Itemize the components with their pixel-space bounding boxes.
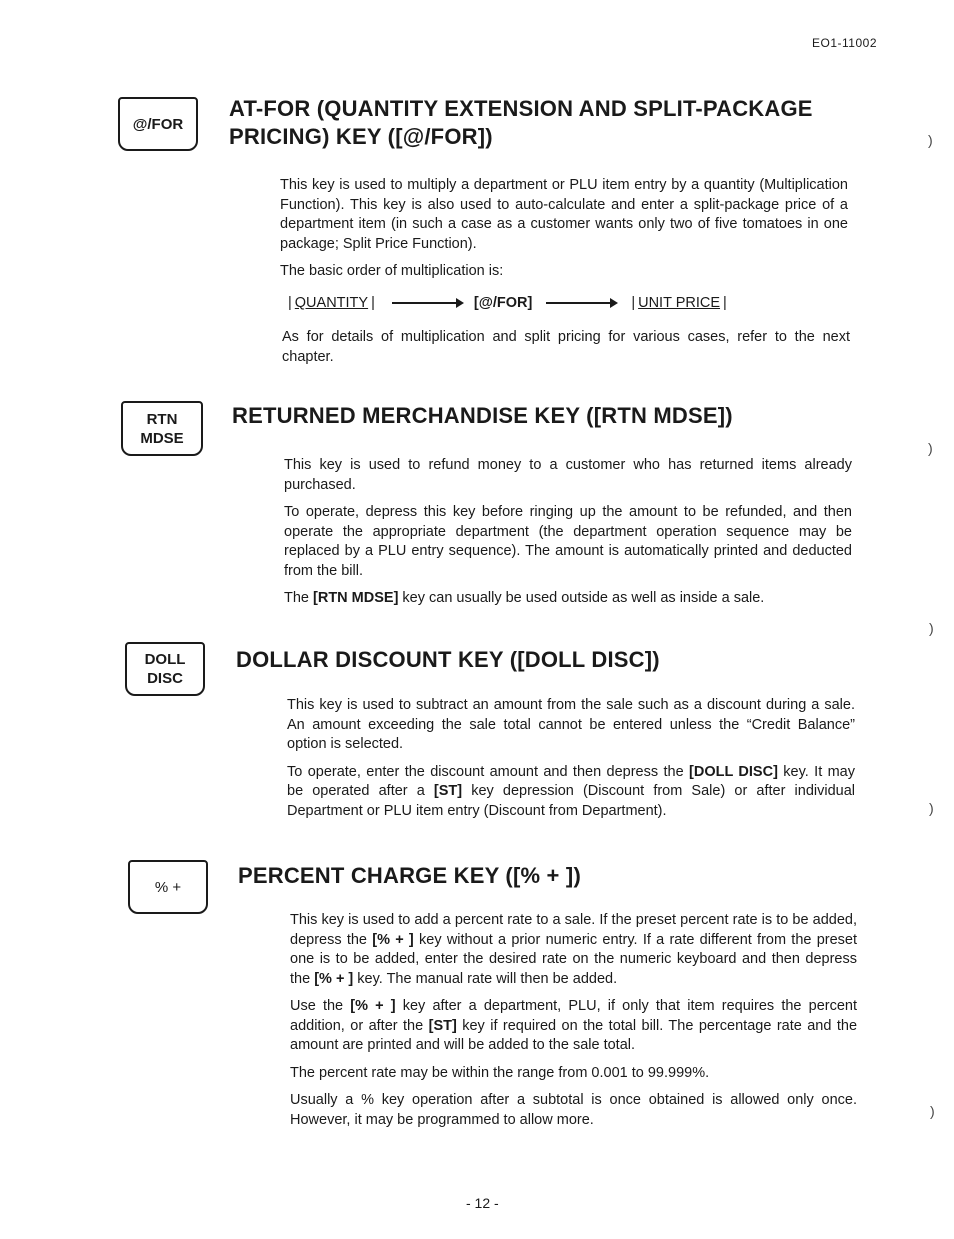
key-label-line-1: RTN [146,410,178,428]
paragraph: This key is used to multiply a department or PLU item entry by a quantity (Multiplication Function). This key is also used to auto-calculate and enter a split-package price of a department item (in such a case as a customer wants only two of five tomatoes in one package; Split Price Function). [280,177,848,252]
title-line-1: AT-FOR (QUANTITY EXTENSION AND SPLIT-PACKAGE [229,96,813,121]
section-body-percent-charge [290,911,857,1138]
margin-mark: ) [929,800,934,816]
flow-unit-price: UNIT PRICE [638,295,721,311]
section-title-percent-charge: PERCENT CHARGE KEY ([% + ]) [238,863,581,888]
section-body-rtn-mdse [284,456,852,617]
paragraph: To operate, enter the discount amount and then depress the [DOLL DISC] key. It may be operated after a [ST] key depression (Discount from Sale) or after individual Department or PLU item entry (Discount from Department). [287,763,855,819]
arrow-icon [392,302,462,304]
multiplication-order-diagram: | QUANTITY | [@/FOR] | UNIT PRICE | [288,295,727,311]
page-number: - 12 - [466,1195,499,1211]
margin-mark: ) [928,132,933,148]
section-title-rtn-mdse: RETURNED MERCHANDISE KEY ([RTN MDSE]) [232,403,733,428]
key-label-line-2: DISC [147,670,183,687]
doll-disc-key-icon [125,642,205,696]
paragraph: This key is used to add a percent rate to a sale. If the preset percent rate is to be added, depress the [% + ] key without a prior numeric entry. If a rate different from the preset one is to be added, enter the desired rate on the numeric keyboard and then depress the [% + ] key. The manual rate will then be added. [290,912,858,987]
key-label: % + [154,878,182,896]
rtn-mdse-key-icon [121,401,203,456]
paragraph: Use the [% + ] key after a department, PLU, if only that item requires the percent addition, or after the [ST] key if required on the total bill. The percentage rate and the amount are printed and will be added to the sale total. [290,998,858,1053]
margin-mark: ) [929,620,934,636]
key-label-line-2: MDSE [140,429,184,447]
paragraph: This key is used to refund money to a customer who has returned items already purchased. [284,457,852,493]
paragraph: As for details of multiplication and split pricing for various cases, refer to the next chapter. [282,329,850,365]
paragraph: To operate, depress this key before ringing up the amount to be refunded, and then operate the appropriate department (the department operation sequence may be replaced by a PLU entry sequence). The amount is automatically printed and deducted from the bill. [284,504,852,579]
percent-plus-key-icon [128,860,208,914]
paragraph: The percent rate may be within the range from 0.001 to 99.999%. [290,1064,710,1081]
flow-at-for: [@/FOR] [473,295,533,311]
arrow-icon [546,302,616,304]
title-line-2: PRICING) KEY ([@/FOR]) [229,124,493,149]
key-label: @/FOR [132,115,184,133]
flow-quantity: QUANTITY [294,295,369,311]
paragraph: Usually a % key operation after a subtotal is once obtained is allowed only once. However, it may be programmed to allow more. [290,1092,857,1128]
at-for-key-icon [118,97,198,151]
paragraph: This key is used to subtract an amount from the sale such as a discount during a sale. An amount exceeding the sale total cannot be entered unless the “Credit Balance” option is selected. [287,697,855,752]
margin-mark: ) [930,1103,935,1119]
margin-mark: ) [928,440,933,456]
section-body-doll-disc [287,696,855,829]
paragraph: The [RTN MDSE] key can usually be used outside as well as inside a sale. [284,590,765,606]
section-body-at-for [280,176,848,290]
section-title-at-for [229,95,869,151]
section-title-doll-disc: DOLLAR DISCOUNT KEY ([DOLL DISC]) [236,647,660,672]
document-id: EO1-11002 [812,36,877,50]
section-body-at-for-cont [282,328,850,375]
paragraph: The basic order of multiplication is: [280,263,504,279]
key-label-line-1: DOLL [144,651,186,668]
